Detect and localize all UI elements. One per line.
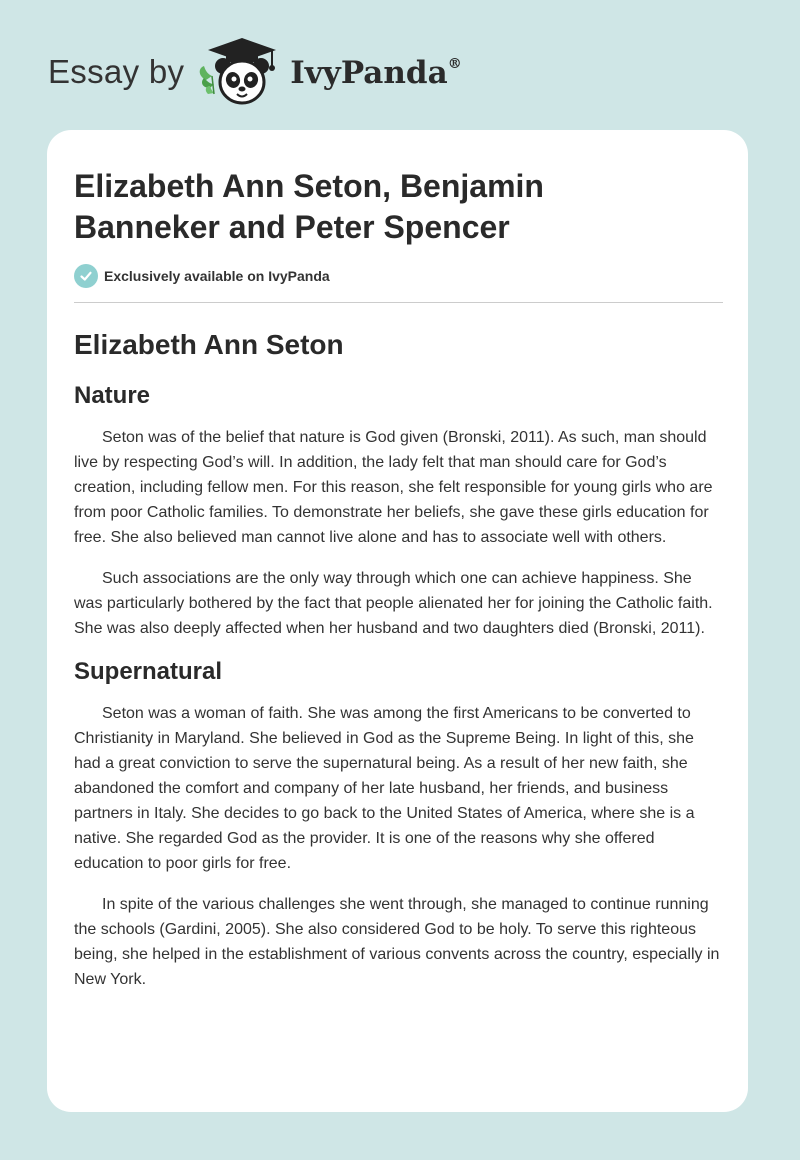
paragraph: Seton was of the belief that nature is God given (Bronski, 2011). As such, man should live by respecting God’s will. In addition, the lady felt that man should care for God’s creation, including fellow men. For this reason, she felt responsible for young girls who are from poor Catholic families. To demonstrate her beliefs, she gave these girls education for free. She also believed man cannot live alone and has to associate well with others.: [74, 429, 713, 546]
paragraph: Such associations are the only way through which one can achieve happiness. She was particularly bothered by the fact that people alienated her for joining the Catholic faith. She was also deeply affected when her husband and two daughters died (Bronski, 2011).: [74, 570, 713, 637]
registered-mark: ®: [447, 55, 462, 72]
title-divider: [74, 302, 723, 303]
ivypanda-logo[interactable]: [196, 36, 461, 108]
paragraph: Seton was a woman of faith. She was among the first Americans to be converted to Christianity in Maryland. She believed in God as the Supreme Being. In light of this, she had a great conviction to serve the supernatural being. As a result of her new faith, she abandoned the comfort and company of her late husband, her friends, and business partners in Italy. She decides to go back to the United States of America, where she is a native. She regarded God as the provider. It is one of the reasons why she offered education to poor girls for free.: [74, 705, 695, 872]
paragraph: In spite of the various challenges she went through, she managed to continue running the schools (Gardini, 2005). She also considered God to be holy. To serve this righteous being, she helped in the establishment of various convents across the country, especially in New York.: [74, 896, 720, 988]
essay-by-label: Essay by: [48, 53, 185, 90]
page-title: Elizabeth Ann Seton, Benjamin Banneker and Peter Spencer: [74, 168, 544, 245]
ivy-leaf-icon: [200, 66, 214, 94]
panda-graduate-icon: [196, 36, 288, 108]
site-header: [48, 36, 462, 108]
essay-card: [47, 130, 748, 1112]
subsection-heading-supernatural: Supernatural: [74, 658, 223, 685]
subsection-heading-nature: Nature: [74, 382, 151, 409]
exclusive-label: Exclusively available on IvyPanda: [104, 268, 330, 284]
brand-name: IvyPanda®: [290, 55, 462, 91]
section-heading: Elizabeth Ann Seton: [74, 329, 344, 360]
exclusive-badge: [74, 264, 330, 288]
essay-body: [74, 328, 724, 1008]
checkmark-icon: [74, 264, 98, 288]
